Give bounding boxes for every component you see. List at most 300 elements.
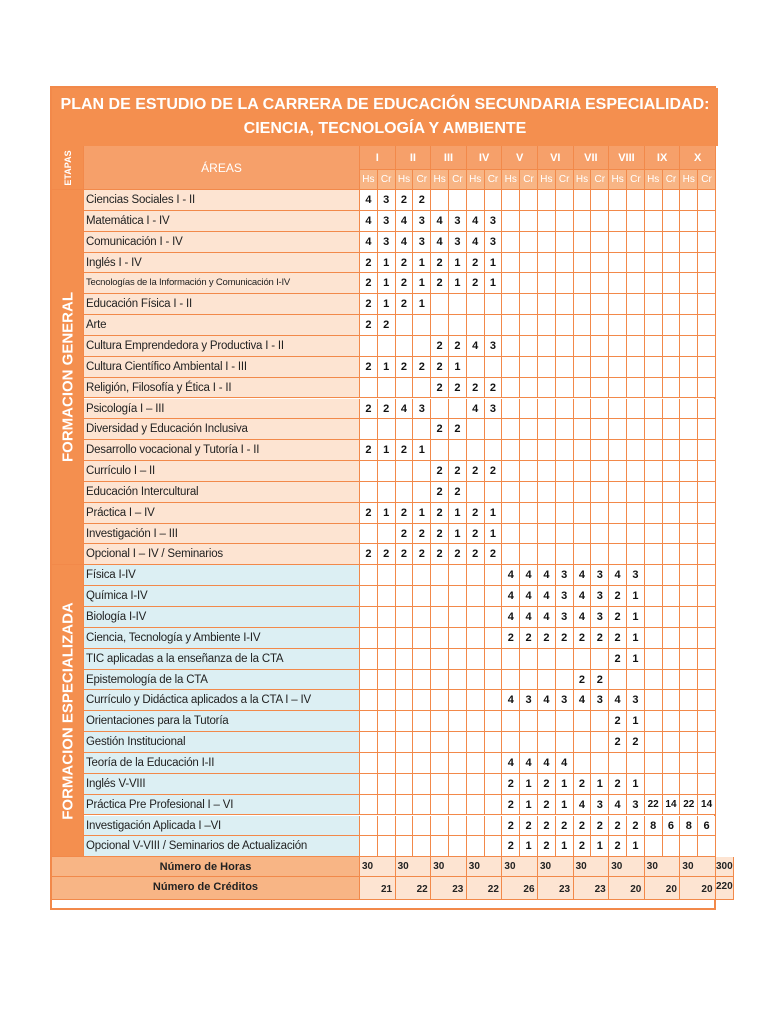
cycle-header: X: [680, 146, 716, 170]
value-cell: [449, 649, 467, 670]
value-cell: 2: [378, 544, 396, 565]
value-cell: [556, 378, 574, 399]
value-cell: [449, 690, 467, 711]
value-cell: 2: [467, 378, 485, 399]
value-cell: [627, 190, 645, 211]
value-cell: 4: [396, 211, 414, 232]
value-cell: 4: [609, 795, 627, 816]
value-cell: [502, 232, 520, 253]
value-cell: [574, 524, 592, 545]
value-cell: [663, 649, 681, 670]
value-cell: 4: [538, 690, 556, 711]
value-cell: [680, 649, 698, 670]
value-cell: [502, 378, 520, 399]
value-cell: [645, 586, 663, 607]
hs-subheader: Hs: [360, 170, 378, 190]
credits-total-cell: 23: [431, 877, 467, 900]
value-cell: [502, 503, 520, 524]
value-cell: [556, 294, 574, 315]
cycle-header: VI: [538, 146, 574, 170]
value-cell: [431, 565, 449, 586]
value-cell: 2: [538, 816, 556, 837]
value-cell: 8: [645, 816, 663, 837]
value-cell: [485, 795, 503, 816]
area-label: Currículo y Didáctica aplicados a la CTA I – IV: [84, 690, 360, 711]
value-cell: [431, 607, 449, 628]
value-cell: [360, 753, 378, 774]
value-cell: [538, 357, 556, 378]
value-cell: [378, 419, 396, 440]
value-cell: [378, 774, 396, 795]
area-label: Investigación I – III: [84, 524, 360, 545]
value-cell: [502, 544, 520, 565]
value-cell: 2: [431, 482, 449, 503]
value-cell: 1: [378, 503, 396, 524]
hs-subheader: Hs: [502, 170, 520, 190]
value-cell: 2: [449, 378, 467, 399]
value-cell: [538, 419, 556, 440]
value-cell: 3: [556, 690, 574, 711]
value-cell: [609, 419, 627, 440]
plan-title: [52, 88, 718, 146]
cycle-header: IV: [467, 146, 503, 170]
value-cell: [609, 399, 627, 420]
value-cell: [502, 670, 520, 691]
value-cell: 2: [360, 294, 378, 315]
hs-subheader: Hs: [538, 170, 556, 190]
value-cell: [431, 670, 449, 691]
value-cell: [591, 211, 609, 232]
area-label: Inglés V-VIII: [84, 774, 360, 795]
cr-subheader: Cr: [449, 170, 467, 190]
value-cell: [663, 732, 681, 753]
value-cell: [663, 190, 681, 211]
value-cell: 3: [627, 565, 645, 586]
credits-total-cell: 22: [396, 877, 432, 900]
value-cell: [645, 253, 663, 274]
value-cell: [680, 544, 698, 565]
value-cell: 4: [574, 607, 592, 628]
areas-header: ÁREAS: [84, 146, 360, 190]
value-cell: [591, 336, 609, 357]
value-cell: [467, 607, 485, 628]
value-cell: [627, 524, 645, 545]
value-cell: [520, 544, 538, 565]
value-cell: 2: [502, 816, 520, 837]
hours-total-cell: 30: [538, 857, 574, 877]
value-cell: [698, 670, 716, 691]
value-cell: [680, 273, 698, 294]
value-cell: [538, 482, 556, 503]
value-cell: [591, 732, 609, 753]
value-cell: 2: [538, 795, 556, 816]
value-cell: [556, 732, 574, 753]
value-cell: [645, 774, 663, 795]
value-cell: [645, 732, 663, 753]
plan-title-line2: CIENCIA, TECNOLOGÍA Y AMBIENTE: [243, 120, 527, 137]
stage-label-especializada: FORMACION ESPECIALIZADA: [59, 601, 76, 820]
value-cell: [645, 565, 663, 586]
value-cell: 2: [360, 399, 378, 420]
value-cell: 2: [431, 253, 449, 274]
value-cell: [520, 315, 538, 336]
value-cell: [645, 273, 663, 294]
value-cell: [680, 378, 698, 399]
value-cell: [413, 670, 431, 691]
value-cell: [645, 399, 663, 420]
value-cell: [449, 294, 467, 315]
cr-subheader: Cr: [663, 170, 681, 190]
credits-total-cell: 23: [538, 877, 574, 900]
value-cell: [538, 711, 556, 732]
value-cell: [698, 753, 716, 774]
value-cell: [609, 482, 627, 503]
value-cell: [360, 419, 378, 440]
value-cell: [467, 315, 485, 336]
plan-title-line1: PLAN DE ESTUDIO DE LA CARRERA DE EDUCACIÓN SECUNDARIA ESPECIALIDAD:: [60, 96, 710, 113]
value-cell: 2: [449, 419, 467, 440]
value-cell: [574, 753, 592, 774]
value-cell: 2: [467, 461, 485, 482]
value-cell: [413, 378, 431, 399]
value-cell: [698, 774, 716, 795]
cycle-header: VIII: [609, 146, 645, 170]
value-cell: [609, 503, 627, 524]
value-cell: [520, 336, 538, 357]
value-cell: [645, 211, 663, 232]
value-cell: [698, 836, 716, 857]
value-cell: 3: [378, 211, 396, 232]
value-cell: [413, 607, 431, 628]
value-cell: [485, 649, 503, 670]
hours-total-cell: 30: [574, 857, 610, 877]
hours-total-cell: 30: [680, 857, 716, 877]
value-cell: [396, 711, 414, 732]
value-cell: 4: [574, 586, 592, 607]
value-cell: [467, 190, 485, 211]
value-cell: [663, 774, 681, 795]
value-cell: 1: [413, 294, 431, 315]
value-cell: [485, 711, 503, 732]
value-cell: [431, 795, 449, 816]
value-cell: [396, 315, 414, 336]
area-label: TIC aplicadas a la enseñanza de la CTA: [84, 649, 360, 670]
value-cell: [627, 294, 645, 315]
value-cell: [431, 649, 449, 670]
value-cell: [574, 482, 592, 503]
value-cell: [591, 190, 609, 211]
value-cell: [663, 378, 681, 399]
hs-subheader: Hs: [645, 170, 663, 190]
value-cell: [574, 190, 592, 211]
credits-total-cell: 23: [574, 877, 610, 900]
value-cell: 2: [396, 273, 414, 294]
value-cell: 2: [378, 399, 396, 420]
value-cell: 2: [467, 253, 485, 274]
value-cell: [520, 232, 538, 253]
area-label: Educación Intercultural: [84, 482, 360, 503]
value-cell: [378, 378, 396, 399]
value-cell: [663, 315, 681, 336]
value-cell: [680, 774, 698, 795]
value-cell: 2: [609, 711, 627, 732]
value-cell: [556, 357, 574, 378]
area-label: Opcional V-VIII / Seminarios de Actualización: [84, 836, 360, 857]
area-label: Religión, Filosofía y Ética I - II: [84, 378, 360, 399]
value-cell: [680, 294, 698, 315]
value-cell: [680, 670, 698, 691]
value-cell: [556, 399, 574, 420]
value-cell: [609, 253, 627, 274]
value-cell: [431, 399, 449, 420]
credits-total-cell: 20: [609, 877, 645, 900]
value-cell: 1: [378, 253, 396, 274]
value-cell: [663, 628, 681, 649]
cr-subheader: Cr: [698, 170, 716, 190]
value-cell: [485, 836, 503, 857]
value-cell: [485, 294, 503, 315]
value-cell: [627, 336, 645, 357]
value-cell: 2: [360, 253, 378, 274]
value-cell: 1: [520, 774, 538, 795]
hs-subheader: Hs: [431, 170, 449, 190]
value-cell: [502, 357, 520, 378]
value-cell: [378, 649, 396, 670]
value-cell: [574, 419, 592, 440]
value-cell: 2: [609, 649, 627, 670]
value-cell: [698, 586, 716, 607]
value-cell: 4: [520, 565, 538, 586]
value-cell: 2: [538, 628, 556, 649]
value-cell: [663, 711, 681, 732]
value-cell: [467, 440, 485, 461]
value-cell: [538, 670, 556, 691]
value-cell: [431, 440, 449, 461]
value-cell: 3: [378, 232, 396, 253]
value-cell: [360, 565, 378, 586]
value-cell: [449, 628, 467, 649]
value-cell: 2: [396, 503, 414, 524]
value-cell: 1: [413, 253, 431, 274]
value-cell: [698, 273, 716, 294]
value-cell: [431, 690, 449, 711]
value-cell: [627, 419, 645, 440]
area-label: Práctica Pre Profesional I – VI: [84, 795, 360, 816]
value-cell: [378, 711, 396, 732]
value-cell: 1: [378, 294, 396, 315]
value-cell: [698, 482, 716, 503]
area-label: Cultura Emprendedora y Productiva I - II: [84, 336, 360, 357]
value-cell: [627, 357, 645, 378]
value-cell: [378, 690, 396, 711]
value-cell: [449, 816, 467, 837]
hs-subheader: Hs: [467, 170, 485, 190]
value-cell: [698, 419, 716, 440]
value-cell: [520, 670, 538, 691]
value-cell: [378, 628, 396, 649]
value-cell: [485, 190, 503, 211]
value-cell: 2: [574, 774, 592, 795]
area-label: Gestión Institucional: [84, 732, 360, 753]
value-cell: 2: [556, 816, 574, 837]
value-cell: [680, 503, 698, 524]
area-label: Currículo I – II: [84, 461, 360, 482]
value-cell: [645, 315, 663, 336]
value-cell: [627, 273, 645, 294]
value-cell: [574, 294, 592, 315]
value-cell: 2: [431, 503, 449, 524]
value-cell: [591, 649, 609, 670]
value-cell: [609, 336, 627, 357]
value-cell: [467, 294, 485, 315]
value-cell: 1: [449, 273, 467, 294]
value-cell: 1: [413, 273, 431, 294]
value-cell: 1: [449, 253, 467, 274]
value-cell: 2: [538, 836, 556, 857]
value-cell: [574, 461, 592, 482]
value-cell: 4: [502, 586, 520, 607]
value-cell: [556, 461, 574, 482]
value-cell: 2: [627, 732, 645, 753]
value-cell: [467, 836, 485, 857]
value-cell: 2: [556, 628, 574, 649]
value-cell: 4: [467, 232, 485, 253]
value-cell: [645, 440, 663, 461]
value-cell: [520, 419, 538, 440]
value-cell: [378, 461, 396, 482]
area-label: Orientaciones para la Tutoría: [84, 711, 360, 732]
value-cell: [431, 711, 449, 732]
value-cell: [520, 357, 538, 378]
value-cell: 2: [360, 440, 378, 461]
value-cell: [413, 732, 431, 753]
value-cell: [574, 357, 592, 378]
value-cell: [556, 482, 574, 503]
value-cell: [360, 670, 378, 691]
value-cell: [396, 565, 414, 586]
area-label: Teoría de la Educación I-II: [84, 753, 360, 774]
value-cell: 2: [431, 378, 449, 399]
value-cell: 4: [574, 690, 592, 711]
value-cell: [538, 440, 556, 461]
value-cell: 4: [502, 753, 520, 774]
value-cell: [467, 711, 485, 732]
value-cell: [645, 461, 663, 482]
value-cell: [485, 419, 503, 440]
value-cell: [431, 628, 449, 649]
value-cell: [413, 628, 431, 649]
value-cell: [467, 357, 485, 378]
value-cell: 2: [449, 482, 467, 503]
credits-total-cell: 20: [680, 877, 716, 900]
value-cell: [520, 440, 538, 461]
value-cell: [663, 232, 681, 253]
value-cell: [698, 315, 716, 336]
cycle-header: VII: [574, 146, 610, 170]
value-cell: [556, 273, 574, 294]
value-cell: [609, 315, 627, 336]
value-cell: [698, 544, 716, 565]
value-cell: 1: [627, 607, 645, 628]
value-cell: [645, 711, 663, 732]
value-cell: 2: [538, 774, 556, 795]
area-label: Arte: [84, 315, 360, 336]
value-cell: [680, 461, 698, 482]
value-cell: [663, 524, 681, 545]
value-cell: 3: [485, 336, 503, 357]
value-cell: [413, 419, 431, 440]
value-cell: [591, 753, 609, 774]
value-cell: 2: [574, 816, 592, 837]
value-cell: [538, 253, 556, 274]
value-cell: [591, 232, 609, 253]
value-cell: 3: [449, 211, 467, 232]
stage-formacion-general: [52, 190, 84, 565]
value-cell: [502, 211, 520, 232]
value-cell: [627, 670, 645, 691]
value-cell: [645, 544, 663, 565]
value-cell: [502, 711, 520, 732]
value-cell: [574, 211, 592, 232]
value-cell: [663, 253, 681, 274]
value-cell: 4: [396, 232, 414, 253]
value-cell: [698, 711, 716, 732]
credits-total-cell: 21: [360, 877, 396, 900]
value-cell: 1: [413, 503, 431, 524]
value-cell: [378, 586, 396, 607]
value-cell: [467, 795, 485, 816]
value-cell: 2: [413, 544, 431, 565]
value-cell: [485, 315, 503, 336]
value-cell: [663, 461, 681, 482]
value-cell: 2: [520, 816, 538, 837]
credits-total-cell: 20: [645, 877, 681, 900]
value-cell: [556, 503, 574, 524]
value-cell: [378, 482, 396, 503]
area-label: Física I-IV: [84, 565, 360, 586]
value-cell: 2: [431, 524, 449, 545]
study-plan-table: [50, 86, 733, 910]
value-cell: [520, 190, 538, 211]
value-cell: 4: [431, 211, 449, 232]
value-cell: 2: [449, 336, 467, 357]
value-cell: [698, 628, 716, 649]
value-cell: 2: [574, 670, 592, 691]
value-cell: 1: [485, 503, 503, 524]
value-cell: [663, 357, 681, 378]
value-cell: [449, 315, 467, 336]
value-cell: [645, 378, 663, 399]
value-cell: [609, 232, 627, 253]
area-label: Desarrollo vocacional y Tutoría I - II: [84, 440, 360, 461]
value-cell: 4: [360, 232, 378, 253]
value-cell: [485, 586, 503, 607]
value-cell: 2: [591, 670, 609, 691]
value-cell: 3: [413, 232, 431, 253]
value-cell: [680, 524, 698, 545]
hs-subheader: Hs: [574, 170, 592, 190]
value-cell: 2: [591, 628, 609, 649]
value-cell: [431, 315, 449, 336]
value-cell: [609, 378, 627, 399]
value-cell: 1: [449, 357, 467, 378]
cr-subheader: Cr: [556, 170, 574, 190]
value-cell: [520, 273, 538, 294]
area-label: Comunicación I - IV: [84, 232, 360, 253]
value-cell: [698, 378, 716, 399]
value-cell: 2: [609, 628, 627, 649]
value-cell: [645, 753, 663, 774]
